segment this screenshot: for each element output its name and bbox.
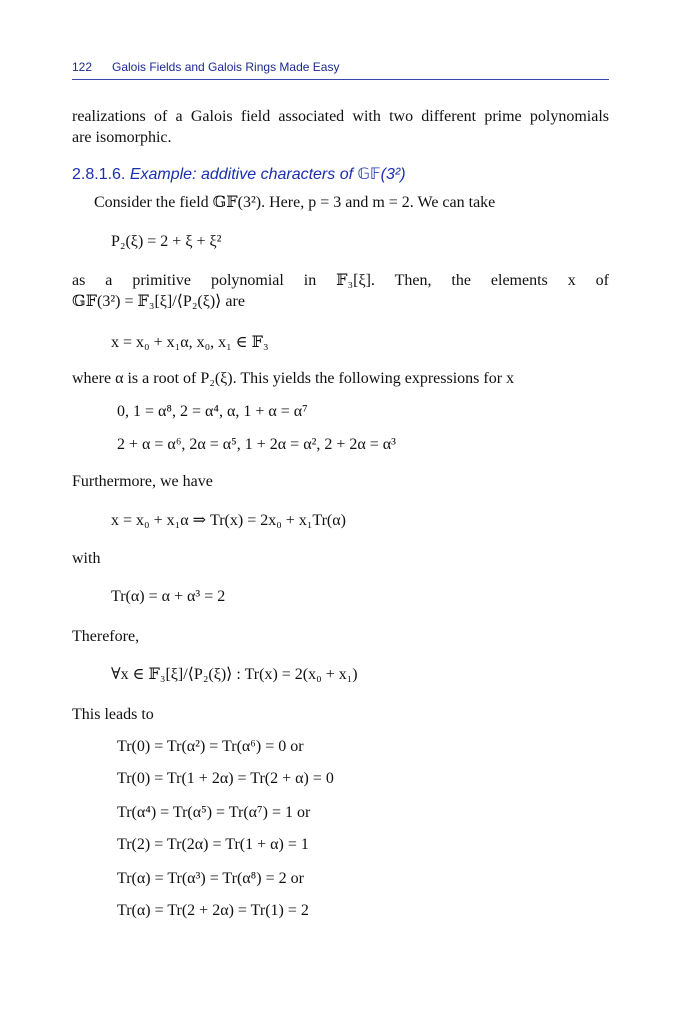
section-number: 2.8.1.6. — [72, 166, 126, 183]
running-title: Galois Fields and Galois Rings Made Easy — [112, 60, 340, 74]
page-number: 122 — [72, 60, 93, 74]
intro-line-1: realizations of a Galois field associated with two different prime polynomials — [72, 108, 609, 125]
paragraph-leads: This leads to — [72, 706, 154, 723]
paragraph-consider: Consider the field 𝔾𝔽(3²). Here, p = 3 and m = 2. We can take — [94, 194, 496, 211]
trace-result-line: Tr(α⁴) = Tr(α⁵) = Tr(α⁷) = 1 or — [117, 804, 311, 821]
equation-forall: ∀x ∈ 𝔽₃[ξ]/⟨P₂(ξ)⟩ : Tr(x) = 2(x₀ + x₁) — [111, 666, 358, 683]
trace-result-line: Tr(0) = Tr(α²) = Tr(α⁶) = 0 or — [117, 738, 304, 755]
trace-result-line: Tr(0) = Tr(1 + 2α) = Tr(2 + α) = 0 — [117, 770, 334, 787]
header-rule — [72, 79, 609, 80]
paragraph-primitive — [72, 270, 609, 312]
paragraph-primitive-line-1: as a primitive polynomial in 𝔽₃[ξ]. Then, the elements x of — [72, 272, 609, 289]
paragraph-primitive-line-2: 𝔾𝔽(3²) = 𝔽₃[ξ]/⟨P₂(ξ)⟩ are — [72, 293, 245, 310]
equation-primitive-polynomial: P₂(ξ) = 2 + ξ + ξ² — [111, 233, 222, 250]
paragraph-with: with — [72, 550, 101, 567]
section-heading — [72, 164, 406, 184]
paragraph-therefore: Therefore, — [72, 628, 140, 645]
trace-result-line: Tr(α) = Tr(α³) = Tr(α⁸) = 2 or — [117, 870, 304, 887]
expressions-row-2: 2 + α = α⁶, 2α = α⁵, 1 + 2α = α², 2 + 2α = α³ — [117, 436, 396, 453]
trace-result-line: Tr(α) = Tr(2 + 2α) = Tr(1) = 2 — [117, 902, 309, 919]
section-title: Example: additive characters of 𝔾𝔽(3²) — [129, 166, 406, 183]
trace-result-line: Tr(2) = Tr(2α) = Tr(1 + α) = 1 — [117, 836, 309, 853]
intro-paragraph — [72, 106, 609, 148]
paragraph-furthermore: Furthermore, we have — [72, 473, 213, 490]
expressions-row-1: 0, 1 = α⁸, 2 = α⁴, α, 1 + α = α⁷ — [117, 403, 308, 420]
intro-line-2: are isomorphic. — [72, 129, 172, 146]
paragraph-root: where α is a root of P₂(ξ). This yields the following expressions for x — [72, 370, 515, 387]
equation-trace: x = x₀ + x₁α ⇒ Tr(x) = 2x₀ + x₁Tr(α) — [111, 512, 346, 529]
equation-elements: x = x₀ + x₁α, x₀, x₁ ∈ 𝔽₃ — [111, 334, 269, 351]
equation-trace-alpha: Tr(α) = α + α³ = 2 — [111, 588, 226, 605]
